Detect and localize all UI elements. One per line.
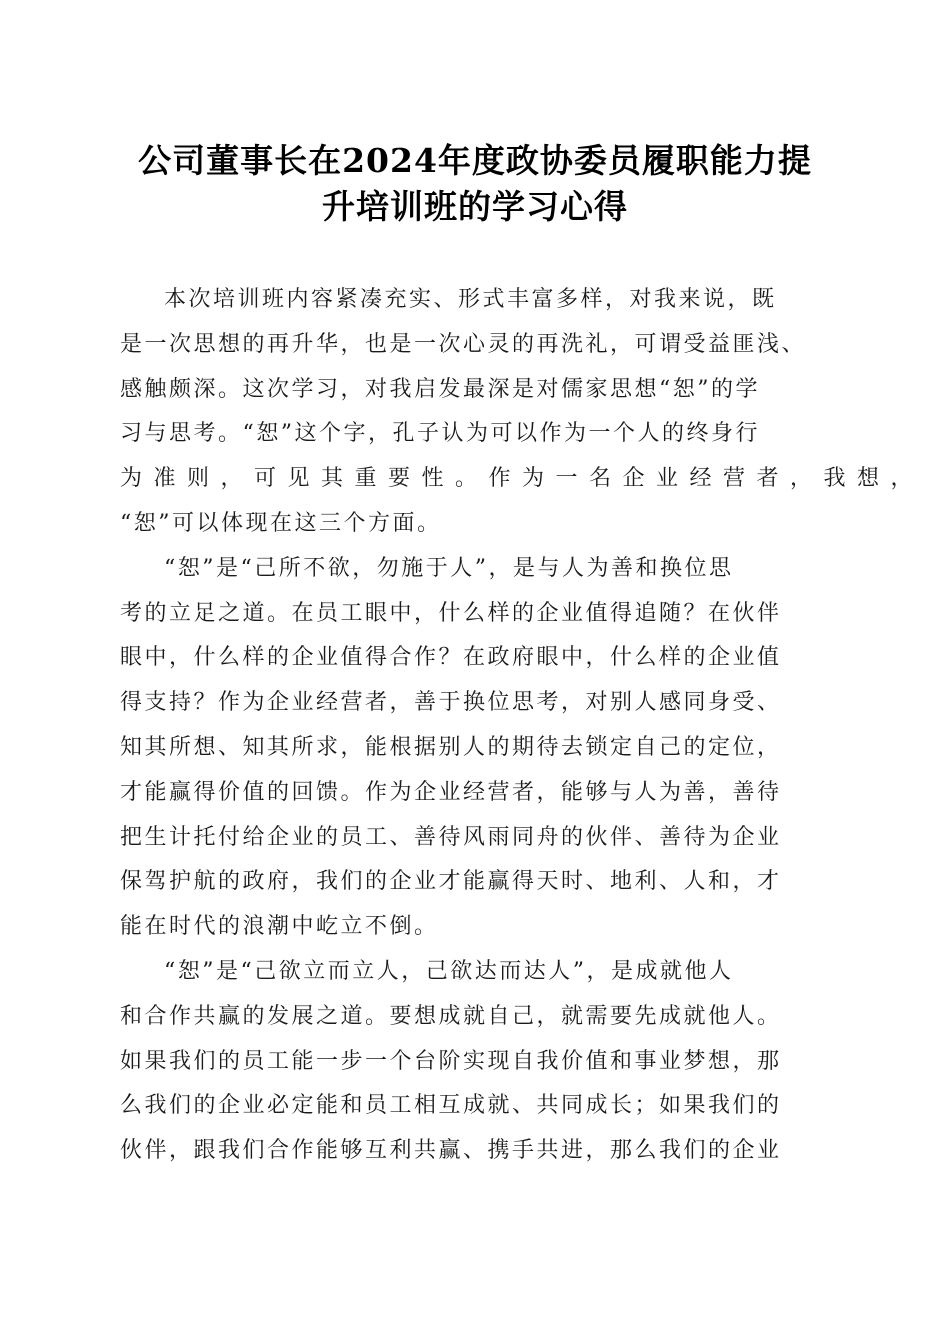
text-line: 和合作共赢的发展之道。要想成就自己，就需要先成就他人。 <box>120 1003 782 1029</box>
text-line: 如果我们的员工能一步一个台阶实现自我价值和事业梦想，那 <box>120 1048 782 1074</box>
text-line: 伙伴，跟我们合作能够互利共赢、携手共进，那么我们的企业 <box>120 1138 782 1164</box>
text-line: 把生计托付给企业的员工、善待风雨同舟的伙伴、善待为企业 <box>120 824 782 850</box>
text-line: 才能赢得价值的回馈。作为企业经营者，能够与人为善，善待 <box>120 779 782 805</box>
text-line: 眼中，什么样的企业值得合作？在政府眼中，什么样的企业值 <box>120 645 782 671</box>
text-line: “恕”是“己欲立而立人，己欲达而达人”，是成就他人 <box>164 958 734 984</box>
text-line: 是一次思想的再升华，也是一次心灵的再洗礼，可谓受益匪浅、 <box>120 331 807 357</box>
text-line: 得支持？作为企业经营者，善于换位思考，对别人感同身受、 <box>120 690 782 716</box>
text-line: “恕”可以体现在这三个方面。 <box>120 510 442 536</box>
paragraph-1 <box>120 278 925 547</box>
text-line: 能在时代的浪潮中屹立不倒。 <box>120 914 439 940</box>
text-line: 习与思考。“恕”这个字，孔子认为可以作为一个人的终身行 <box>120 421 760 447</box>
document-body <box>120 278 925 1174</box>
text-line: 为准则，可见其重要性。作为一名企业经营者，我想， <box>120 466 925 492</box>
paragraph-3 <box>120 950 832 1174</box>
text-line: 考的立足之道。在员工眼中，什么样的企业值得追随？在伙伴 <box>120 600 782 626</box>
text-line: 感触颇深。这次学习，对我启发最深是对儒家思想“恕”的学 <box>120 376 760 402</box>
text-line: 么我们的企业必定能和员工相互成就、共同成长；如果我们的 <box>120 1093 782 1119</box>
paragraph-2 <box>120 547 832 950</box>
text-line: 本次培训班内容紧凑充实、形式丰富多样，对我来说，既 <box>164 287 777 312</box>
text-line: 知其所想、知其所求，能根据别人的期待去锁定自己的定位， <box>120 734 782 760</box>
text-line: 保驾护航的政府，我们的企业才能赢得天时、地利、人和，才 <box>120 869 782 895</box>
text-line: “恕”是“己所不欲，勿施于人”，是与人为善和换位思 <box>164 555 734 581</box>
document-title <box>110 138 840 230</box>
title-line: 公司董事长在2024年度政协委员履职能力提 <box>138 141 812 180</box>
title-line: 升培训班的学习心得 <box>322 187 628 226</box>
